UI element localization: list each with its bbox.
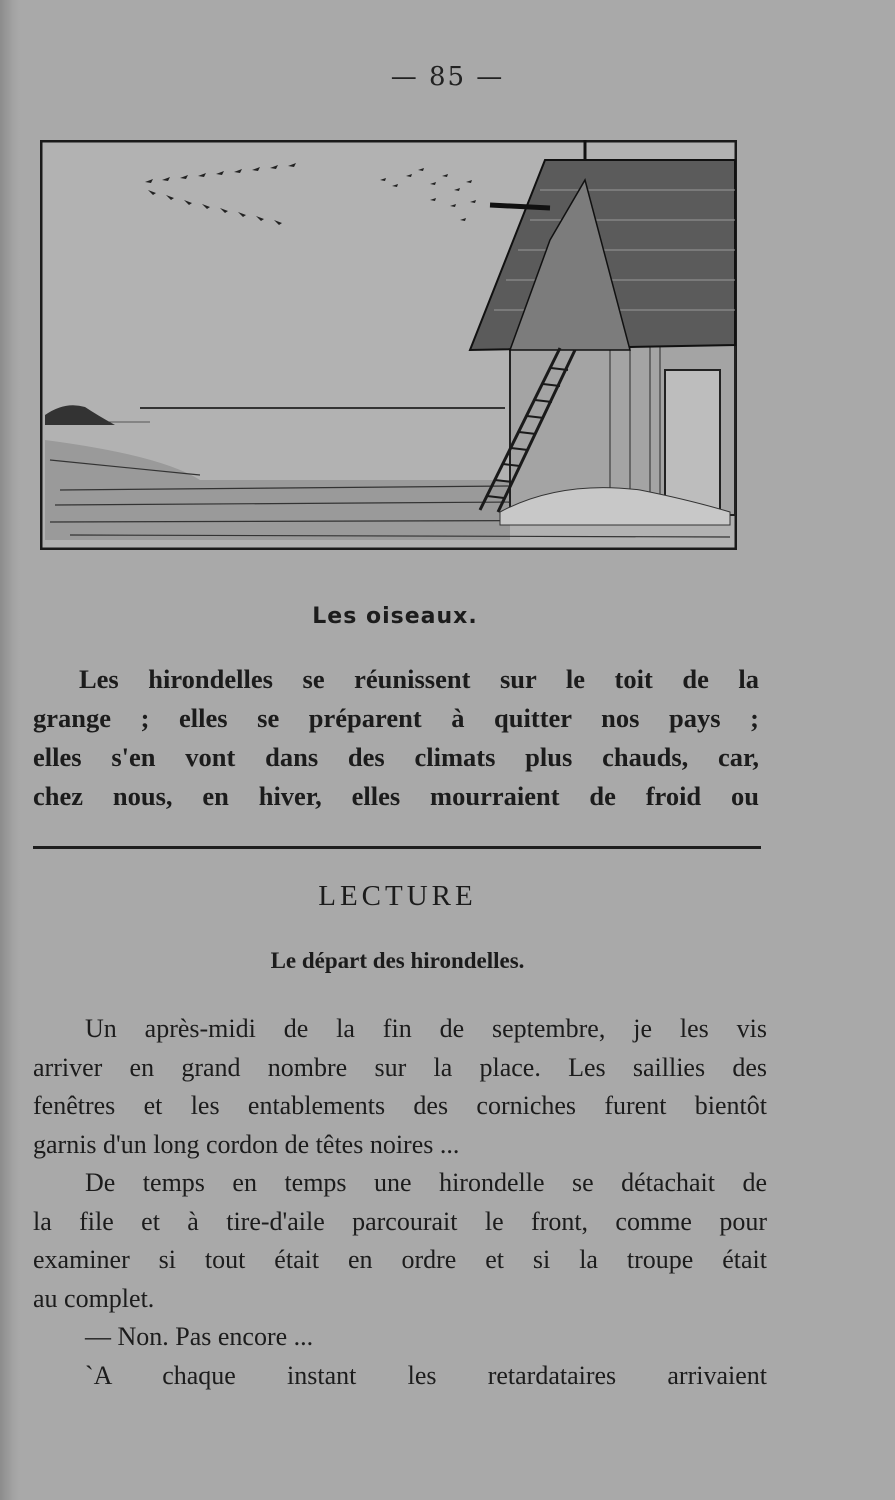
reading-line: `A chaque instant les retardataires arrivaient [85, 1360, 767, 1390]
intro-line: grange ; elles se préparent à quitter nos pays ; [33, 703, 759, 733]
intro-line: Les hirondelles se réunissent sur le toit de la [79, 664, 759, 694]
section-divider [33, 846, 761, 849]
barn-illustration [40, 140, 737, 550]
reading-line: la file et à tire-d'aile parcourait le front, comme pour [33, 1206, 767, 1236]
illustration-caption: Les oiseaux. [312, 604, 478, 629]
section-title: LECTURE [318, 880, 477, 912]
reading-line: De temps en temps une hirondelle se détachait de [85, 1168, 767, 1197]
reading-title: Le départ des hirondelles. [270, 948, 525, 973]
reading-line: examiner si tout était en ordre et si la troupe était [33, 1245, 767, 1274]
reading-line: arriver en grand nombre sur la place. Les saillies des [33, 1052, 767, 1082]
reading-line: garnis d'un long cordon de têtes noires ... [33, 1129, 460, 1159]
book-spine-edge [0, 0, 20, 1500]
reading-line: Un après-midi de la fin de septembre, je les vis [85, 1014, 767, 1043]
reading-line: au complet. [33, 1283, 155, 1313]
intro-line: chez nous, en hiver, elles mourraient de froid ou [33, 781, 759, 811]
intro-paragraph [33, 660, 759, 816]
page-number: — 85 — [390, 62, 505, 92]
reading-line: — Non. Pas encore ... [85, 1322, 314, 1351]
reading-text [33, 1010, 767, 1395]
reading-line: fenêtres et les entablements des corniches furent bientôt [33, 1091, 767, 1120]
intro-line: elles s'en vont dans des climats plus chauds, car, [33, 742, 759, 772]
